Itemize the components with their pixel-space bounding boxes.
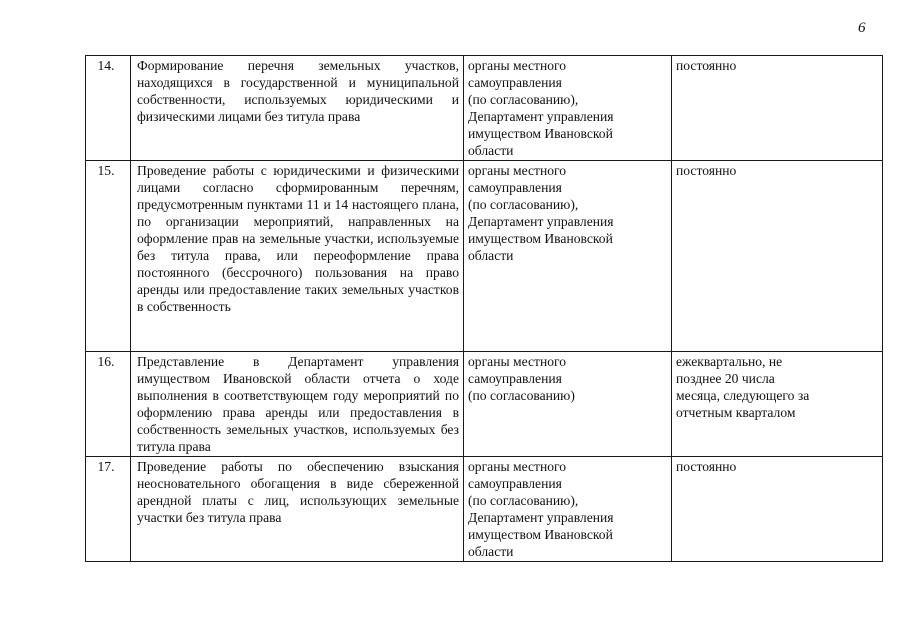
task-description: Формирование перечня земельных участков, находящихся в государственной и муниципальной собственности, используемых юридическими и физическими лицами без титула права [131,56,464,161]
deadline [672,352,883,457]
task-description: Проведение работы по обеспечению взыскания неосновательного обогащения в виде сбереженной арендной платы с лиц, использующих земельные участки без титула права [131,457,464,562]
deadline-line: постоянно [676,58,737,73]
task-description: Представление в Департамент управления имуществом Ивановской области отчета о ходе выполнения в соответствующем году мероприятий по оформлению права аренды или предоставления в собственность земельных участков, используемых без титула права [131,352,464,457]
page-number: 6 [858,20,866,36]
responsible-line: самоуправления [468,75,562,90]
responsible-line: Департамент управления [468,214,614,229]
responsible-line: (по согласованию) [468,388,575,403]
responsible-line: (по согласованию), [468,493,579,508]
deadline [672,56,883,161]
deadline-line: постоянно [676,459,737,474]
deadline-line: отчетным кварталом [676,405,796,420]
responsible-party [464,457,672,562]
responsible-line: имуществом Ивановской [468,231,613,246]
deadline-line: позднее 20 числа [676,371,775,386]
row-number: 15. [86,161,131,352]
responsible-line: самоуправления [468,476,562,491]
deadline-line: месяца, следующего за [676,388,810,403]
action-plan-table [85,55,883,562]
responsible-line: органы местного [468,58,567,73]
responsible-line: имуществом Ивановской [468,527,613,542]
responsible-party [464,161,672,352]
table-row [86,457,883,562]
responsible-line: (по согласованию), [468,92,579,107]
table-row [86,56,883,161]
table-row [86,161,883,352]
responsible-line: имуществом Ивановской [468,126,613,141]
deadline-line: ежеквартально, не [676,354,783,369]
responsible-line: органы местного [468,459,567,474]
task-description: Проведение работы с юридическими и физическими лицами согласно сформированным перечням, предусмотренным пунктами 11 и 14 настоящего плана, по организации мероприятий, направленных на оформление прав на земельные участки, используемые без титула права, или переоформление права постоянного (бессрочного) пользования на право аренды или предоставление таких земельных участков в собственность [131,161,464,352]
deadline-line: постоянно [676,163,737,178]
responsible-party [464,352,672,457]
deadline [672,161,883,352]
responsible-line: Департамент управления [468,109,614,124]
row-number: 16. [86,352,131,457]
responsible-party [464,56,672,161]
row-number: 14. [86,56,131,161]
responsible-line: Департамент управления [468,510,614,525]
responsible-line: органы местного [468,163,567,178]
table-row [86,352,883,457]
responsible-line: (по согласованию), [468,197,579,212]
row-number: 17. [86,457,131,562]
responsible-line: самоуправления [468,371,562,386]
responsible-line: области [468,544,514,559]
responsible-line: самоуправления [468,180,562,195]
deadline [672,457,883,562]
responsible-line: органы местного [468,354,567,369]
responsible-line: области [468,143,514,158]
responsible-line: области [468,248,514,263]
